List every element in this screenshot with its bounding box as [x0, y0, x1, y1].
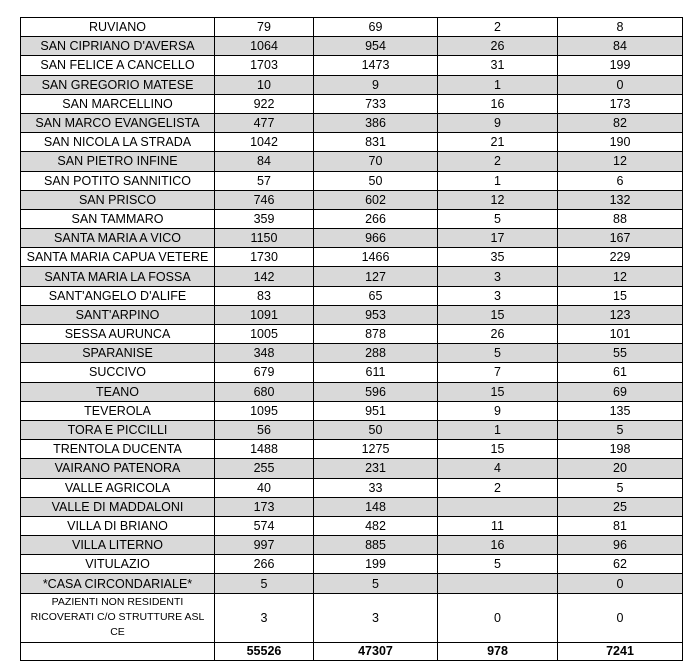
total-cases-cell: 83 [215, 286, 314, 305]
total-total-cases-cell: 55526 [215, 642, 314, 660]
recovered-cell: 1466 [314, 248, 438, 267]
deaths-cell [438, 497, 558, 516]
deaths-cell: 1 [438, 75, 558, 94]
table-body [21, 18, 683, 661]
active-cell: 84 [558, 37, 683, 56]
municipality-cell: TEVEROLA [21, 401, 215, 420]
active-cell: 229 [558, 248, 683, 267]
active-cell: 0 [558, 75, 683, 94]
deaths-cell: 7 [438, 363, 558, 382]
active-cell: 62 [558, 555, 683, 574]
recovered-cell: 50 [314, 171, 438, 190]
active-cell: 69 [558, 382, 683, 401]
deaths-cell: 2 [438, 18, 558, 37]
municipality-cell: VALLE DI MADDALONI [21, 497, 215, 516]
municipality-cell: SANTA MARIA CAPUA VETERE [21, 248, 215, 267]
total-active-cell: 7241 [558, 642, 683, 660]
active-cell: 15 [558, 286, 683, 305]
deaths-cell: 5 [438, 344, 558, 363]
municipality-cell: VALLE AGRICOLA [21, 478, 215, 497]
table-row [21, 37, 683, 56]
table-row [21, 574, 683, 593]
active-cell: 135 [558, 401, 683, 420]
total-cases-cell: 57 [215, 171, 314, 190]
table-row [21, 18, 683, 37]
municipality-cell: SPARANISE [21, 344, 215, 363]
recovered-cell: 50 [314, 420, 438, 439]
recovered-cell: 231 [314, 459, 438, 478]
deaths-cell: 5 [438, 209, 558, 228]
active-cell: 0 [558, 574, 683, 593]
municipality-cell: *CASA CIRCONDARIALE* [21, 574, 215, 593]
table-row [21, 401, 683, 420]
table-row [21, 516, 683, 535]
deaths-cell: 11 [438, 516, 558, 535]
municipality-cell: TRENTOLA DUCENTA [21, 440, 215, 459]
municipality-cell: VITULAZIO [21, 555, 215, 574]
table-row [21, 229, 683, 248]
active-cell: 96 [558, 536, 683, 555]
active-cell: 123 [558, 305, 683, 324]
deaths-cell: 31 [438, 56, 558, 75]
recovered-cell: 611 [314, 363, 438, 382]
total-cases-cell: 266 [215, 555, 314, 574]
recovered-cell: 65 [314, 286, 438, 305]
deaths-cell: 4 [438, 459, 558, 478]
deaths-cell [438, 574, 558, 593]
municipality-cell: SAN MARCO EVANGELISTA [21, 113, 215, 132]
total-municipality-cell [21, 642, 215, 660]
total-cases-cell: 56 [215, 420, 314, 439]
table-row [21, 286, 683, 305]
recovered-cell: 127 [314, 267, 438, 286]
total-cases-cell: 1730 [215, 248, 314, 267]
deaths-cell: 1 [438, 420, 558, 439]
recovered-cell: 831 [314, 133, 438, 152]
total-cases-cell: 574 [215, 516, 314, 535]
recovered-cell: 878 [314, 325, 438, 344]
recovered-cell: 953 [314, 305, 438, 324]
deaths-cell: 5 [438, 555, 558, 574]
table-row [21, 152, 683, 171]
active-cell: 173 [558, 94, 683, 113]
active-cell: 55 [558, 344, 683, 363]
municipality-cell: PAZIENTI NON RESIDENTI RICOVERATI C/O STRUTTURE ASL CE [21, 593, 215, 642]
total-cases-cell: 255 [215, 459, 314, 478]
active-cell: 198 [558, 440, 683, 459]
municipality-cell: SAN PRISCO [21, 190, 215, 209]
municipality-cell: SAN NICOLA LA STRADA [21, 133, 215, 152]
active-cell: 12 [558, 152, 683, 171]
table-row [21, 190, 683, 209]
active-cell: 0 [558, 593, 683, 642]
deaths-cell: 21 [438, 133, 558, 152]
total-cases-cell: 922 [215, 94, 314, 113]
totals-row [21, 642, 683, 660]
total-cases-cell: 997 [215, 536, 314, 555]
total-cases-cell: 1005 [215, 325, 314, 344]
recovered-cell: 3 [314, 593, 438, 642]
municipality-cell: SAN PIETRO INFINE [21, 152, 215, 171]
table-row [21, 593, 683, 642]
active-cell: 8 [558, 18, 683, 37]
table-row [21, 75, 683, 94]
recovered-cell: 951 [314, 401, 438, 420]
municipality-cell: SAN MARCELLINO [21, 94, 215, 113]
total-cases-cell: 1488 [215, 440, 314, 459]
table-row [21, 133, 683, 152]
table-row [21, 420, 683, 439]
table-row [21, 497, 683, 516]
municipality-cell: SAN TAMMARO [21, 209, 215, 228]
total-cases-cell: 679 [215, 363, 314, 382]
table-row [21, 344, 683, 363]
table-row [21, 536, 683, 555]
municipality-cell: SANTA MARIA A VICO [21, 229, 215, 248]
deaths-cell: 9 [438, 401, 558, 420]
municipality-cell: SUCCIVO [21, 363, 215, 382]
total-cases-cell: 1150 [215, 229, 314, 248]
active-cell: 12 [558, 267, 683, 286]
active-cell: 25 [558, 497, 683, 516]
total-deaths-cell: 978 [438, 642, 558, 660]
deaths-cell: 12 [438, 190, 558, 209]
deaths-cell: 3 [438, 267, 558, 286]
deaths-cell: 15 [438, 382, 558, 401]
total-cases-cell: 84 [215, 152, 314, 171]
recovered-cell: 266 [314, 209, 438, 228]
municipality-cell: RUVIANO [21, 18, 215, 37]
municipality-cell: SAN POTITO SANNITICO [21, 171, 215, 190]
total-cases-cell: 40 [215, 478, 314, 497]
recovered-cell: 602 [314, 190, 438, 209]
table-row [21, 459, 683, 478]
municipality-cell: SESSA AURUNCA [21, 325, 215, 344]
total-cases-cell: 3 [215, 593, 314, 642]
deaths-cell: 17 [438, 229, 558, 248]
active-cell: 190 [558, 133, 683, 152]
total-cases-cell: 142 [215, 267, 314, 286]
table-row [21, 478, 683, 497]
recovered-cell: 596 [314, 382, 438, 401]
municipality-cell: SANT'ANGELO D'ALIFE [21, 286, 215, 305]
table-row [21, 209, 683, 228]
table-row [21, 113, 683, 132]
deaths-cell: 15 [438, 440, 558, 459]
total-cases-cell: 1095 [215, 401, 314, 420]
table-row [21, 555, 683, 574]
municipality-cell: TORA E PICCILLI [21, 420, 215, 439]
table-row [21, 56, 683, 75]
total-cases-cell: 1042 [215, 133, 314, 152]
recovered-cell: 5 [314, 574, 438, 593]
total-cases-cell: 359 [215, 209, 314, 228]
table-row [21, 305, 683, 324]
recovered-cell: 148 [314, 497, 438, 516]
recovered-cell: 954 [314, 37, 438, 56]
recovered-cell: 9 [314, 75, 438, 94]
active-cell: 88 [558, 209, 683, 228]
table-row [21, 382, 683, 401]
total-cases-cell: 1703 [215, 56, 314, 75]
total-cases-cell: 1064 [215, 37, 314, 56]
deaths-cell: 2 [438, 152, 558, 171]
total-cases-cell: 746 [215, 190, 314, 209]
active-cell: 82 [558, 113, 683, 132]
deaths-cell: 3 [438, 286, 558, 305]
deaths-cell: 16 [438, 536, 558, 555]
municipality-cases-table [20, 17, 683, 661]
deaths-cell: 16 [438, 94, 558, 113]
recovered-cell: 1275 [314, 440, 438, 459]
table-row [21, 248, 683, 267]
municipality-cell: VILLA DI BRIANO [21, 516, 215, 535]
total-cases-cell: 10 [215, 75, 314, 94]
recovered-cell: 885 [314, 536, 438, 555]
recovered-cell: 69 [314, 18, 438, 37]
table-row [21, 267, 683, 286]
recovered-cell: 33 [314, 478, 438, 497]
total-cases-cell: 5 [215, 574, 314, 593]
recovered-cell: 733 [314, 94, 438, 113]
total-recovered-cell: 47307 [314, 642, 438, 660]
active-cell: 167 [558, 229, 683, 248]
deaths-cell: 26 [438, 37, 558, 56]
recovered-cell: 199 [314, 555, 438, 574]
table-row [21, 440, 683, 459]
deaths-cell: 9 [438, 113, 558, 132]
total-cases-cell: 477 [215, 113, 314, 132]
recovered-cell: 386 [314, 113, 438, 132]
municipality-cell: SAN FELICE A CANCELLO [21, 56, 215, 75]
deaths-cell: 15 [438, 305, 558, 324]
municipality-cell: SAN GREGORIO MATESE [21, 75, 215, 94]
municipality-cell: SANTA MARIA LA FOSSA [21, 267, 215, 286]
total-cases-cell: 348 [215, 344, 314, 363]
active-cell: 132 [558, 190, 683, 209]
total-cases-cell: 79 [215, 18, 314, 37]
municipality-cell: VILLA LITERNO [21, 536, 215, 555]
table-row [21, 94, 683, 113]
recovered-cell: 482 [314, 516, 438, 535]
table-row [21, 363, 683, 382]
recovered-cell: 966 [314, 229, 438, 248]
table-row [21, 325, 683, 344]
active-cell: 5 [558, 478, 683, 497]
municipality-cell: SANT'ARPINO [21, 305, 215, 324]
active-cell: 5 [558, 420, 683, 439]
total-cases-cell: 1091 [215, 305, 314, 324]
active-cell: 81 [558, 516, 683, 535]
deaths-cell: 35 [438, 248, 558, 267]
active-cell: 61 [558, 363, 683, 382]
total-cases-cell: 680 [215, 382, 314, 401]
recovered-cell: 1473 [314, 56, 438, 75]
recovered-cell: 288 [314, 344, 438, 363]
table-row [21, 171, 683, 190]
active-cell: 199 [558, 56, 683, 75]
municipality-cell: VAIRANO PATENORA [21, 459, 215, 478]
deaths-cell: 0 [438, 593, 558, 642]
total-cases-cell: 173 [215, 497, 314, 516]
deaths-cell: 2 [438, 478, 558, 497]
active-cell: 20 [558, 459, 683, 478]
deaths-cell: 1 [438, 171, 558, 190]
active-cell: 6 [558, 171, 683, 190]
active-cell: 101 [558, 325, 683, 344]
recovered-cell: 70 [314, 152, 438, 171]
deaths-cell: 26 [438, 325, 558, 344]
municipality-cell: SAN CIPRIANO D'AVERSA [21, 37, 215, 56]
municipality-cell: TEANO [21, 382, 215, 401]
